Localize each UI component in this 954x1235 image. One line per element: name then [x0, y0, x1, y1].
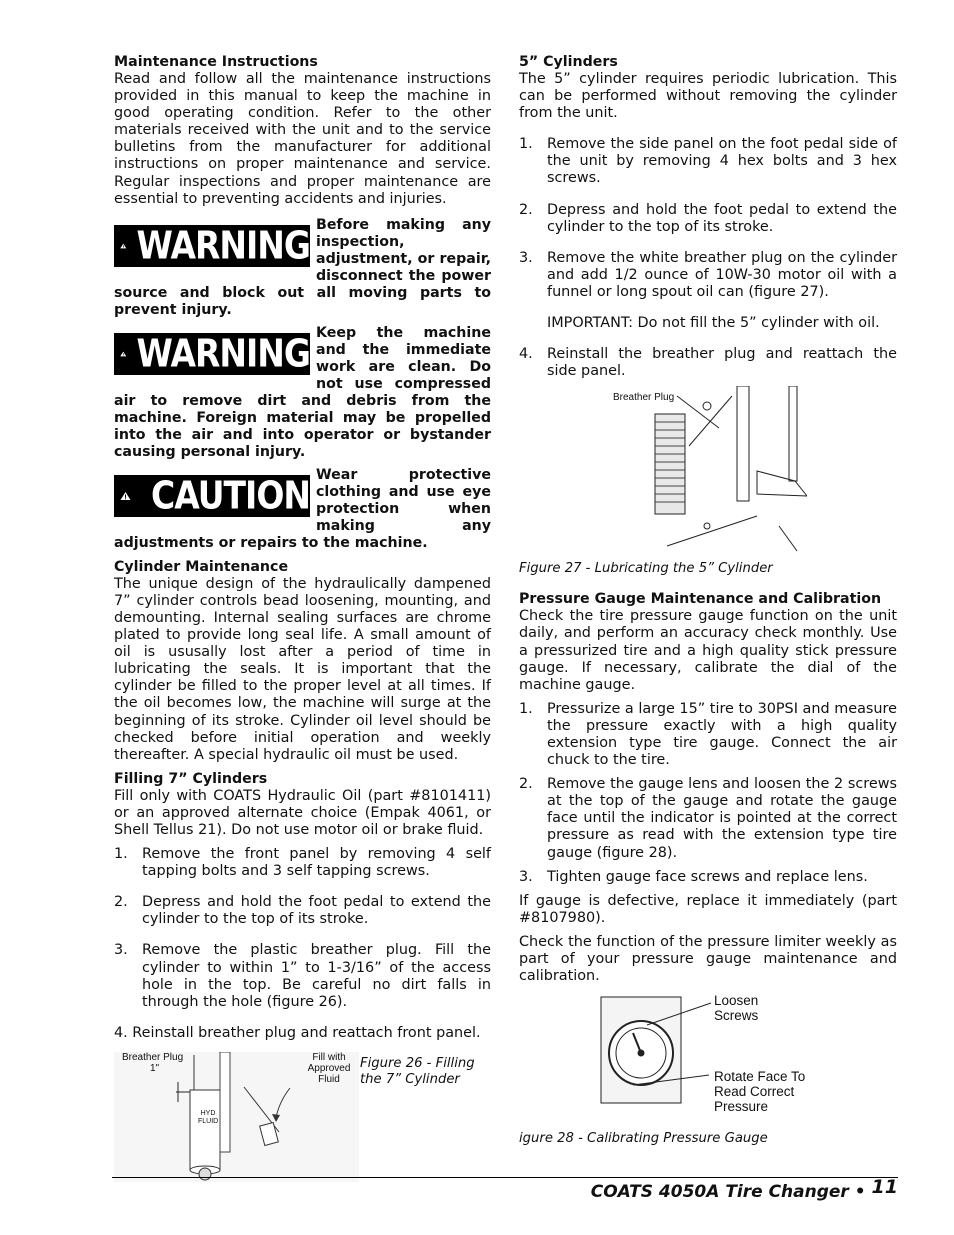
filling-body: Fill only with COATS Hydraulic Oil (part #8101411) or an approved alternate choice (Empak 4061, or Shell Tellus 21). Do not use motor oil or brake fluid.: [114, 787, 491, 838]
maintenance-body: Read and follow all the maintenance instructions provided in this manual to keep the machine in good operating condition. Refer to the other materials received with the unit and to the service bulletins from the manufacturer for additional instructions on proper maintenance and service. Regular inspections and proper maintenance are essential to preventing accidents and injuries.: [114, 71, 491, 207]
footer: [590, 1176, 898, 1202]
footer-title: COATS 4050A Tire Changer: [590, 1182, 849, 1202]
gauge-steps: [519, 701, 897, 886]
warning-notice-1: [114, 217, 491, 319]
important-note: IMPORTANT: Do not fill the 5” cylinder with oil.: [547, 315, 880, 332]
caution-sign: [114, 475, 310, 517]
list-item: 1. Remove the front panel by removing 4 self tapping bolts and 3 self tapping screws.: [114, 846, 491, 880]
figure-27: [519, 386, 897, 561]
warning-notice-2: [114, 325, 491, 461]
right-column: [519, 54, 897, 1147]
fig28-caption: igure 28 - Calibrating Pressure Gauge: [519, 1131, 768, 1147]
warning-text-1: Before making any inspection, adjustment, or repair, disconnect the power source and block out all moving parts to prevent injury.: [114, 216, 491, 318]
gauge-body: Check the tire pressure gauge function on the unit daily, and perform an accuracy check monthly. Use a pressurized tire and a high quality stick pressure gauge. If necessary, calibrate the dial of the machine gauge.: [519, 608, 897, 693]
page-number: 11: [871, 1176, 898, 1198]
fig26-1inch-label: 1": [150, 1062, 160, 1074]
figure-26: [114, 1052, 491, 1182]
gauge-heading: Pressure Gauge Maintenance and Calibration: [519, 591, 882, 608]
caution-notice: [114, 467, 491, 552]
five-inch-body: The 5” cylinder requires periodic lubrication. This can be performed without removing the cylinder from the unit.: [519, 71, 897, 122]
warning-triangle-icon: [120, 228, 127, 264]
cylinder-maintenance-body: The unique design of the hydraulically dampened 7” cylinder controls bead loosening, mounting, and demounting. Internal sealing surfaces are chrome plated to provide long seal life. A small amount of oil is ususally lost after a period of time in lubricating the seals. It is important that the cylinder be filled to the proper level at all times. If the oil becomes low, the machine will surge at the beginning of its stroke. Cylinder oil level should be checked before initial operation and weekly thereafter. A special hydraulic oil must be used.: [114, 575, 491, 763]
warning-word: WARNING: [136, 223, 310, 269]
list-item: 1. Pressurize a large 15” tire to 30PSI and measure the pressure exactly with a high quality extension type tire gauge. Connect the air chuck to the tire.: [519, 700, 897, 769]
list-item: 3. Remove the plastic breather plug. Fill the cylinder to within 1” to 1-3/16” of the access hole in the top. Be careful no dirt falls in through the hole (figure 26).: [114, 942, 491, 1010]
list-item: 4. Reinstall the breather plug and reattach the side panel.: [519, 346, 897, 380]
warning-word: WARNING: [136, 331, 310, 377]
limiter-note: Check the function of the pressure limiter weekly as part of your pressure gauge maintenance and calibration.: [519, 933, 897, 985]
five-inch-steps: [519, 136, 897, 301]
fig26-caption: Figure 26 - Filling the 7” Cylinder: [360, 1055, 475, 1087]
fig27-drawing: [607, 386, 807, 561]
maintenance-heading: Maintenance Instructions: [114, 54, 318, 70]
caution-word: CAUTION: [151, 473, 310, 519]
list-item: 3. Remove the white breather plug on the cylinder and add 1/2 ounce of 10W-30 motor oil with a funnel or long spout oil can (figure 27).: [519, 249, 897, 300]
five-inch-step-4: [519, 346, 897, 380]
warning-triangle-icon: [120, 336, 127, 372]
fig27-caption: Figure 27 - Lubricating the 5” Cylinder: [519, 561, 773, 577]
fig26-breather-plug-label: Breather Plug: [122, 1051, 184, 1063]
filling-heading: Filling 7” Cylinders: [114, 770, 268, 787]
fig28-rotate-label: Rotate Face To Read Correct Pressure: [714, 1069, 806, 1115]
cylinder-maintenance-heading: Cylinder Maintenance: [114, 558, 289, 575]
warning-sign-1: [114, 225, 310, 267]
fig26-fill-label: Fill with Approved Fluid: [307, 1051, 351, 1085]
footer-bullet: •: [854, 1182, 866, 1202]
list-item: 1. Remove the side panel on the foot pedal side of the unit by removing 4 hex bolts and 3 hex screws.: [519, 136, 897, 187]
fig27-breather-plug-label: Breather Plug: [613, 392, 675, 404]
five-inch-heading: 5” Cylinders: [519, 54, 618, 70]
defective-note: If gauge is defective, replace it immediately (part #8107980).: [519, 892, 897, 926]
filling-step-4: 4. Reinstall breather plug and reattach front panel.: [114, 1024, 481, 1041]
caution-triangle-icon: [120, 478, 131, 514]
left-column: [114, 54, 491, 1182]
fig26-tank-text: HYD FLUID: [198, 1109, 219, 1125]
list-item: 2. Depress and hold the foot pedal to extend the cylinder to the top of its stroke.: [114, 894, 491, 928]
filling-steps: [114, 846, 491, 1011]
list-item: 2. Depress and hold the foot pedal to extend the cylinder to the top of its stroke.: [519, 201, 897, 235]
list-item: 2. Remove the gauge lens and loosen the 2 screws at the top of the gauge and rotate the gauge face until the indicator is pointed at the correct pressure as read with the extension type tire gauge (figure 28).: [519, 776, 897, 861]
fig28-loosen-label: Loosen Screws: [714, 993, 759, 1024]
figure-28: [519, 993, 897, 1123]
warning-sign-2: [114, 333, 310, 375]
footer-rule: [112, 1177, 898, 1178]
list-item: 3. Tighten gauge face screws and replace lens.: [519, 868, 868, 885]
warning-text-2: Keep the machine and the immediate work are clean. Do not use compressed air to remove dirt and debris from the machine. Foreign material may be propelled into the air and into operator or bystander causing personal injury.: [114, 324, 491, 460]
caution-text: Wear protective clothing and use eye protection when making any adjustments or repairs to the machine.: [114, 466, 491, 551]
